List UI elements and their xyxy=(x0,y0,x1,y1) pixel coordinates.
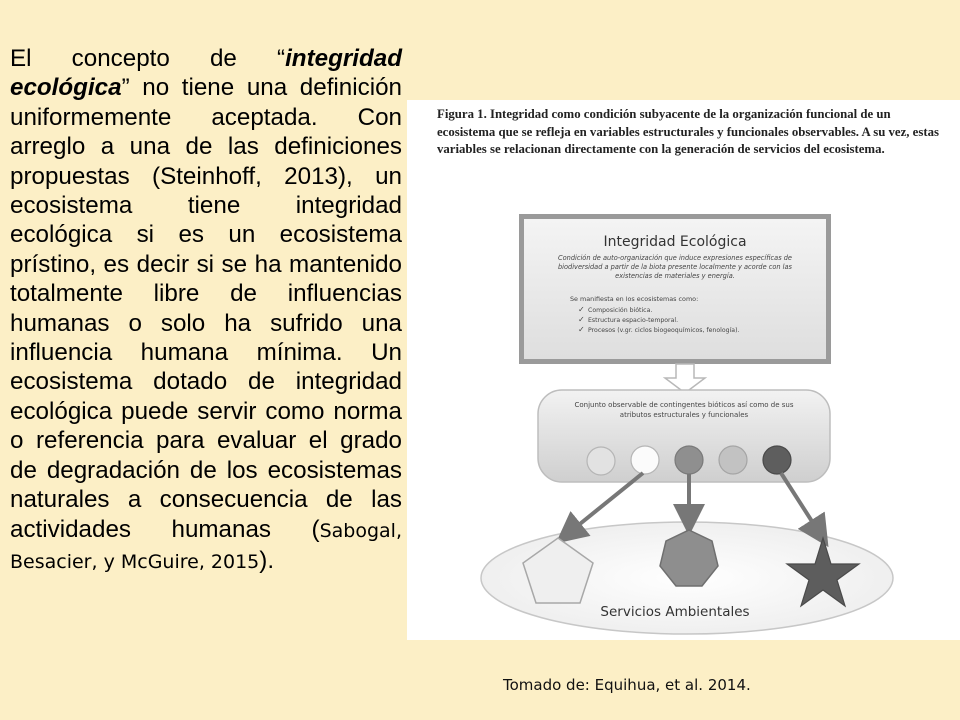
integrity-item: Estructura espacio-temporal. xyxy=(588,317,679,324)
check-icon: ✓ xyxy=(578,305,585,314)
circle-3-icon xyxy=(675,446,703,474)
integrity-item: Composición biótica. xyxy=(588,307,653,314)
integrity-item: Procesos (v.gr. ciclos biogeoquímicos, fenología). xyxy=(588,327,740,334)
down-arrow-icon xyxy=(665,364,705,393)
integrity-desc-3: existencias de materiales y energía. xyxy=(615,272,735,280)
circle-2-icon xyxy=(631,446,659,474)
services-label: Servicios Ambientales xyxy=(600,604,750,620)
circle-1-icon xyxy=(587,447,615,475)
integrity-title: Integridad Ecológica xyxy=(603,234,747,250)
check-icon: ✓ xyxy=(578,315,585,324)
check-icon: ✓ xyxy=(578,325,585,334)
integrity-desc-1: Condición de auto-organización que induce expresiones específicas de xyxy=(558,254,792,262)
main-paragraph xyxy=(10,44,402,577)
paragraph-text-2: ” no tiene una definición uniformemente aceptada. Con arreglo a una de las definiciones propuestas (Steinhoff, 2013), un ecosistema tiene integridad ecológica si es un ecosistema prístino, es decir si se ha mantenido totalmente libre de influencias humanas o solo ha sufrido una influencia humana mínima. Un ecosistema dotado de integridad ecológica puede servir como norma o referencia para evaluar el grado de degradación de los ecosistemas naturales a consecuencia de las actividades humanas ( xyxy=(10,74,402,543)
figure-source: Tomado de: Equihua, et al. 2014. xyxy=(503,676,751,694)
circle-5-icon xyxy=(763,446,791,474)
diagram xyxy=(407,100,960,640)
citation: Sabogal, Besacier, y McGuire, 2015 xyxy=(10,519,402,573)
integrity-manifest: Se manifiesta en los ecosistemas como: xyxy=(570,295,699,303)
figure-caption: Figura 1. Integridad como condición subyacente de la organización funcional de un ecosistema que se refleja en variables estructurales y funcionales observables. A su vez, estas variables se relacionan directamente con la generación de servicios del ecosistema. xyxy=(437,107,939,156)
emphasized-term: integridad ecológica xyxy=(10,45,402,102)
integrity-desc-2: biodiversidad a partir de la biota presente localmente y acorde con las xyxy=(557,263,793,271)
observable-text-1: Conjunto observable de contingentes bióticos así como de sus xyxy=(574,401,794,409)
observable-text-2: atributos estructurales y funcionales xyxy=(619,411,749,419)
paragraph-text-3: ). xyxy=(259,546,275,574)
paragraph-text-1: El concepto de “ xyxy=(10,45,286,72)
circle-4-icon xyxy=(719,446,747,474)
figure-image xyxy=(407,100,960,640)
